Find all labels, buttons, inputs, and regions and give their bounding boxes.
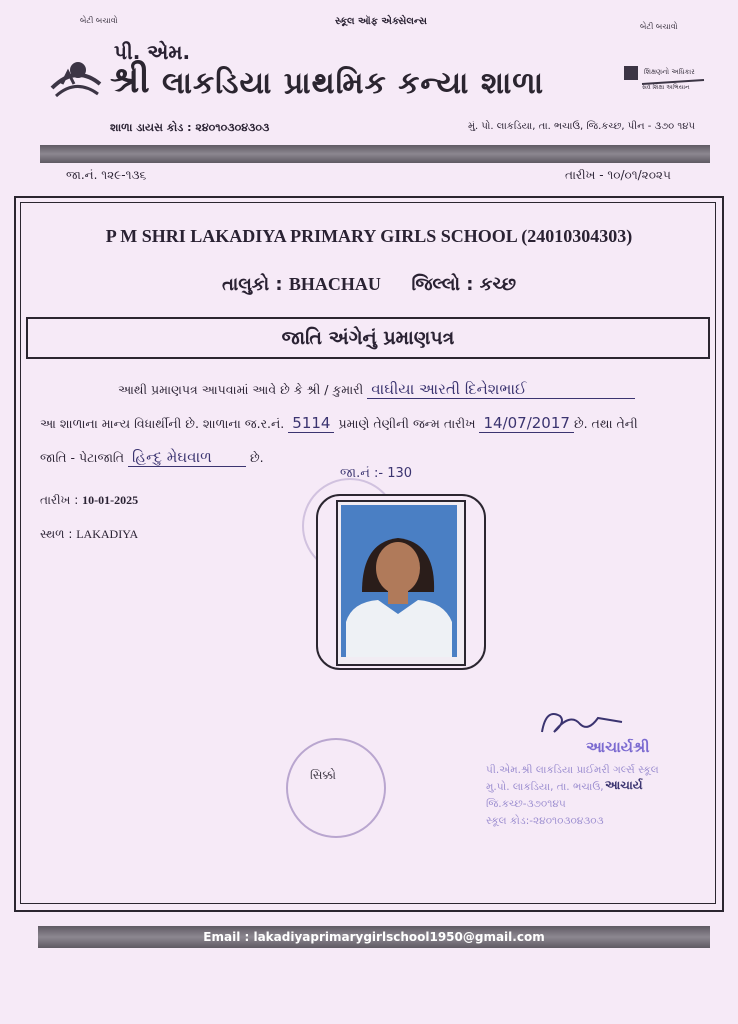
- taluka-value: BHACHAU: [288, 274, 381, 294]
- rte-logo-sub: સર્વ શિક્ષા અભિયાન: [642, 84, 690, 91]
- rte-logo-text: શિક્ષણનો અધિકાર: [644, 68, 695, 76]
- reference-number: જા.નં. ૧૨૯-૧૩૬: [66, 168, 147, 182]
- principal-stamp: [486, 762, 686, 830]
- gr-number: 5114: [288, 414, 334, 433]
- seal-label: સિક્કો: [310, 768, 337, 782]
- principal-role: આચાર્ય: [605, 778, 643, 792]
- date-label: તારીખ :: [40, 493, 79, 507]
- place-value: LAKADIYA: [76, 527, 139, 541]
- left-tagline: બેટી બચાવો: [80, 16, 118, 25]
- date-value: 10-01-2025: [82, 493, 139, 507]
- principal-title: આચાર્યશ્રી: [586, 738, 650, 756]
- student-name: વાઘીયા આરતી દિનેશભાઈ: [367, 380, 635, 399]
- dise-code: શાળા ડાયસ કોડ : ૨૪૦૧૦૩૦૪૩૦૩: [110, 121, 270, 134]
- school-address: મું. પો. લાકડિયા, તા. ભચાઉ, જિ.કચ્છ, પીન - ૩૭૦ ૧૪૫: [468, 121, 696, 132]
- line3-prefix: જાતિ - પેટાજાતિ: [40, 450, 125, 465]
- certificate-date: [40, 493, 138, 508]
- place-label: સ્થળ :: [40, 527, 73, 541]
- certificate-line-3: [40, 448, 264, 467]
- stamp-line-3: સ્કૂલ કોડ:-૨૪૦૧૦૩૦૪૩૦૩: [486, 815, 604, 827]
- district-label: જિલ્લો :: [411, 274, 474, 295]
- caste-value: હિન્દુ મેઘવાળ: [128, 448, 246, 467]
- line1-prefix: આથી પ્રમાણપત્ર આપવામાં આવે છે કે શ્રી / કુમારી: [118, 382, 364, 397]
- school-email: Email : lakadiyaprimarygirlschool1950@gmail.com: [203, 930, 545, 944]
- certificate-school-name: P M SHRI LAKADIYA PRIMARY GIRLS SCHOOL (24010304303): [105, 226, 633, 246]
- line2-mid: પ્રમાણે તેણીની જન્મ તારીખ: [338, 416, 476, 431]
- line2-prefix: આ શાળાના માન્ય વિધાર્થીની છે. શાળાના જ.ર.નં.: [40, 416, 285, 431]
- center-tagline: સ્કૂલ ઑફ એક્સેલન્સ: [335, 16, 428, 27]
- district-value: કચ્છ: [479, 274, 517, 295]
- line2-suffix: છે. તથા તેની: [573, 416, 638, 431]
- header-divider-band: [40, 145, 710, 163]
- location-line: [0, 274, 738, 295]
- handwritten-ja-no: જા.નં :- 130: [340, 466, 413, 481]
- issue-date: તારીખ - ૧૦/૦૧/૨૦૨૫: [565, 168, 671, 182]
- certificate-place: [40, 527, 138, 542]
- header-shri: શ્રી: [110, 60, 151, 101]
- school-emblem-icon: [48, 54, 104, 104]
- certificate-line-2: [40, 414, 638, 433]
- line3-suffix: છે.: [250, 450, 264, 465]
- taluka-label: તાલુકો :: [221, 274, 283, 295]
- certificate-heading: જાતિ અંગેનું પ્રમાણપત્ર: [26, 317, 710, 359]
- stamp-line-1: પી.એમ.શ્રી લાકડિયા પ્રાઈમરી ગર્લ્સ સ્કૂલ: [486, 764, 659, 776]
- header-prefix: પી. એમ.: [114, 40, 191, 64]
- certificate-line-1: [118, 380, 635, 399]
- school-title: લાકડિયા પ્રાથમિક કન્યા શાળા: [162, 66, 545, 101]
- school-seal: [286, 738, 386, 838]
- right-tagline: બેટી બચાવો: [640, 22, 678, 31]
- date-of-birth: 14/07/2017: [479, 414, 573, 433]
- stamp-line-2: મુ.પો. લાકડિયા, તા. ભચાઉ, જિ.કચ્છ-૩૭૦૧૪૫: [486, 781, 604, 810]
- student-photo: [336, 500, 466, 666]
